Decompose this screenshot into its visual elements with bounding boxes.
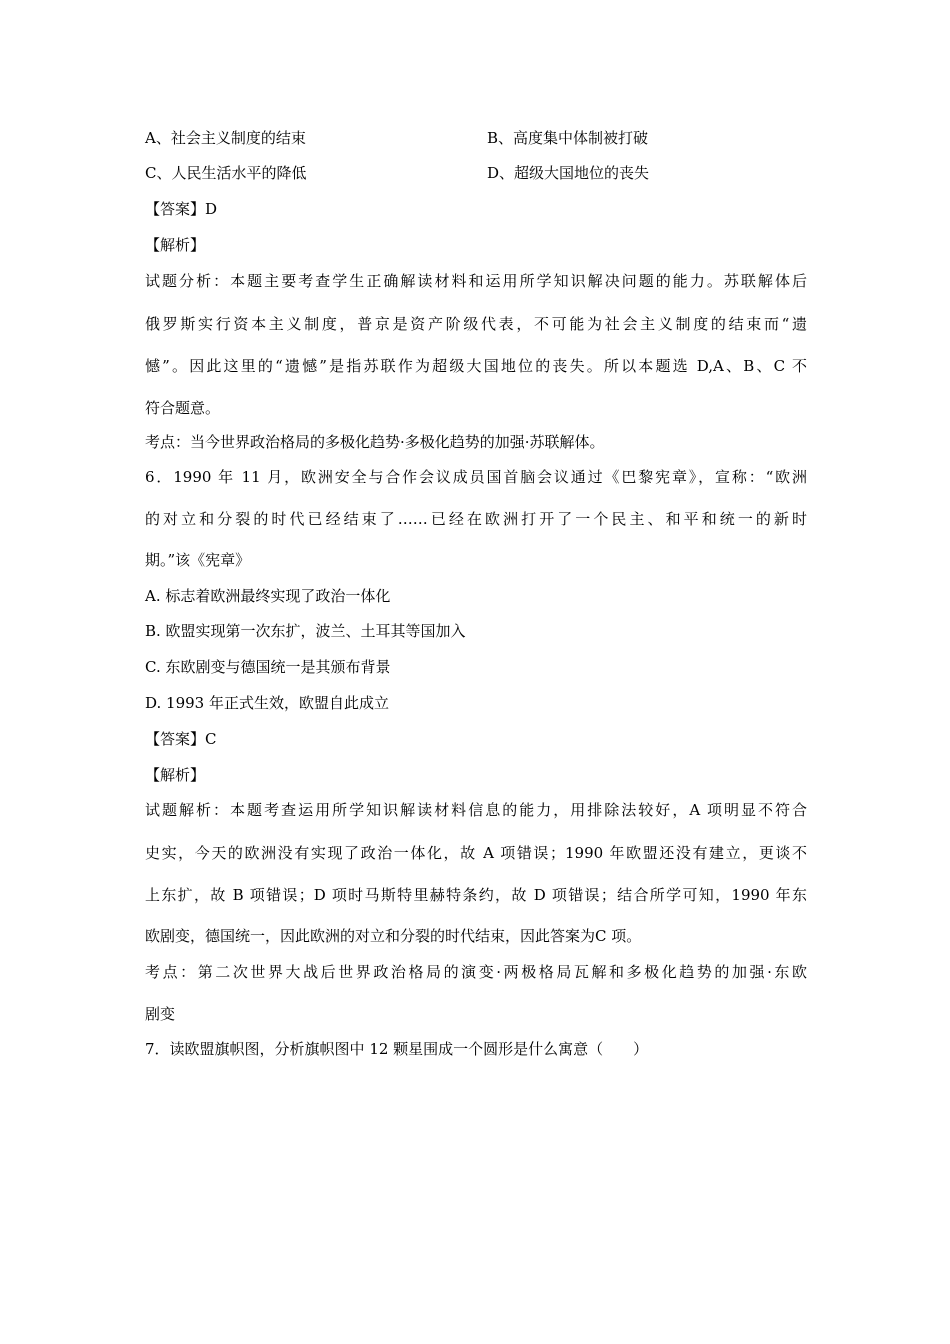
q5-analysis-line-2: 俄罗斯实行资本主义制度，普京是资产阶级代表，不可能为社会主义制度的结束而“遗 — [145, 315, 807, 333]
q5-analysis-line-1: 试题分析：本题主要考查学生正确解读材料和运用所学知识解决问题的能力。苏联解体后 — [145, 272, 807, 290]
q5-option-d: D、超级大国地位的丧失 — [487, 164, 650, 182]
q5-option-b: B、高度集中体制被打破 — [487, 129, 649, 147]
q6-option-d: D. 1993 年正式生效，欧盟自此成立 — [145, 694, 389, 712]
q6-kaodian-line-2: 剧变 — [145, 1005, 176, 1023]
q6-stem-line-2: 的对立和分裂的时代已经结束了……已经在欧洲打开了一个民主、和平和统一的新时 — [145, 510, 807, 528]
q5-analysis-heading: 【解析】 — [145, 236, 206, 254]
q5-analysis-line-4: 符合题意。 — [145, 399, 221, 417]
q6-analysis-line-3: 上东扩，故 B 项错误；D 项时马斯特里赫特条约，故 D 项错误；结合所学可知，1990 年东 — [145, 886, 807, 904]
q6-option-a: A. 标志着欧洲最终实现了政治一体化 — [145, 587, 391, 605]
q6-kaodian-line-1: 考点：第二次世界大战后世界政治格局的演变·两极格局瓦解和多极化趋势的加强·东欧 — [145, 963, 807, 981]
q5-option-a: A、社会主义制度的结束 — [145, 129, 306, 147]
q5-answer: 【答案】D — [145, 200, 218, 218]
q6-option-b: B. 欧盟实现第一次东扩，波兰、土耳其等国加入 — [145, 622, 466, 640]
q5-option-c: C、人民生活水平的降低 — [145, 164, 307, 182]
q7-stem: 7．读欧盟旗帜图，分析旗帜图中 12 颗星围成一个圆形是什么寓意（ ） — [145, 1040, 649, 1058]
q6-stem-line-1: 6．1990 年 11 月，欧洲安全与合作会议成员国首脑会议通过《巴黎宪章》，宣称：“欧洲 — [145, 468, 807, 486]
q6-analysis-heading: 【解析】 — [145, 766, 206, 784]
q6-stem-line-3: 期。”该《宪章》 — [145, 551, 251, 569]
q6-answer: 【答案】C — [145, 730, 217, 748]
q5-kaodian: 考点：当今世界政治格局的多极化趋势·多极化趋势的加强·苏联解体。 — [145, 433, 605, 451]
q5-analysis-line-3: 憾”。因此这里的“遗憾”是指苏联作为超级大国地位的丧失。所以本题选 D,A、B、C 不 — [145, 357, 807, 375]
q6-option-c: C. 东欧剧变与德国统一是其颁布背景 — [145, 658, 391, 676]
q6-analysis-line-1: 试题解析：本题考查运用所学知识解读材料信息的能力，用排除法较好，A 项明显不符合 — [145, 801, 807, 819]
q6-analysis-line-2: 史实，今天的欧洲没有实现了政治一体化，故 A 项错误；1990 年欧盟还没有建立，更谈不 — [145, 844, 807, 862]
q6-analysis-line-4: 欧剧变，德国统一，因此欧洲的对立和分裂的时代结束，因此答案为C 项。 — [145, 927, 642, 945]
